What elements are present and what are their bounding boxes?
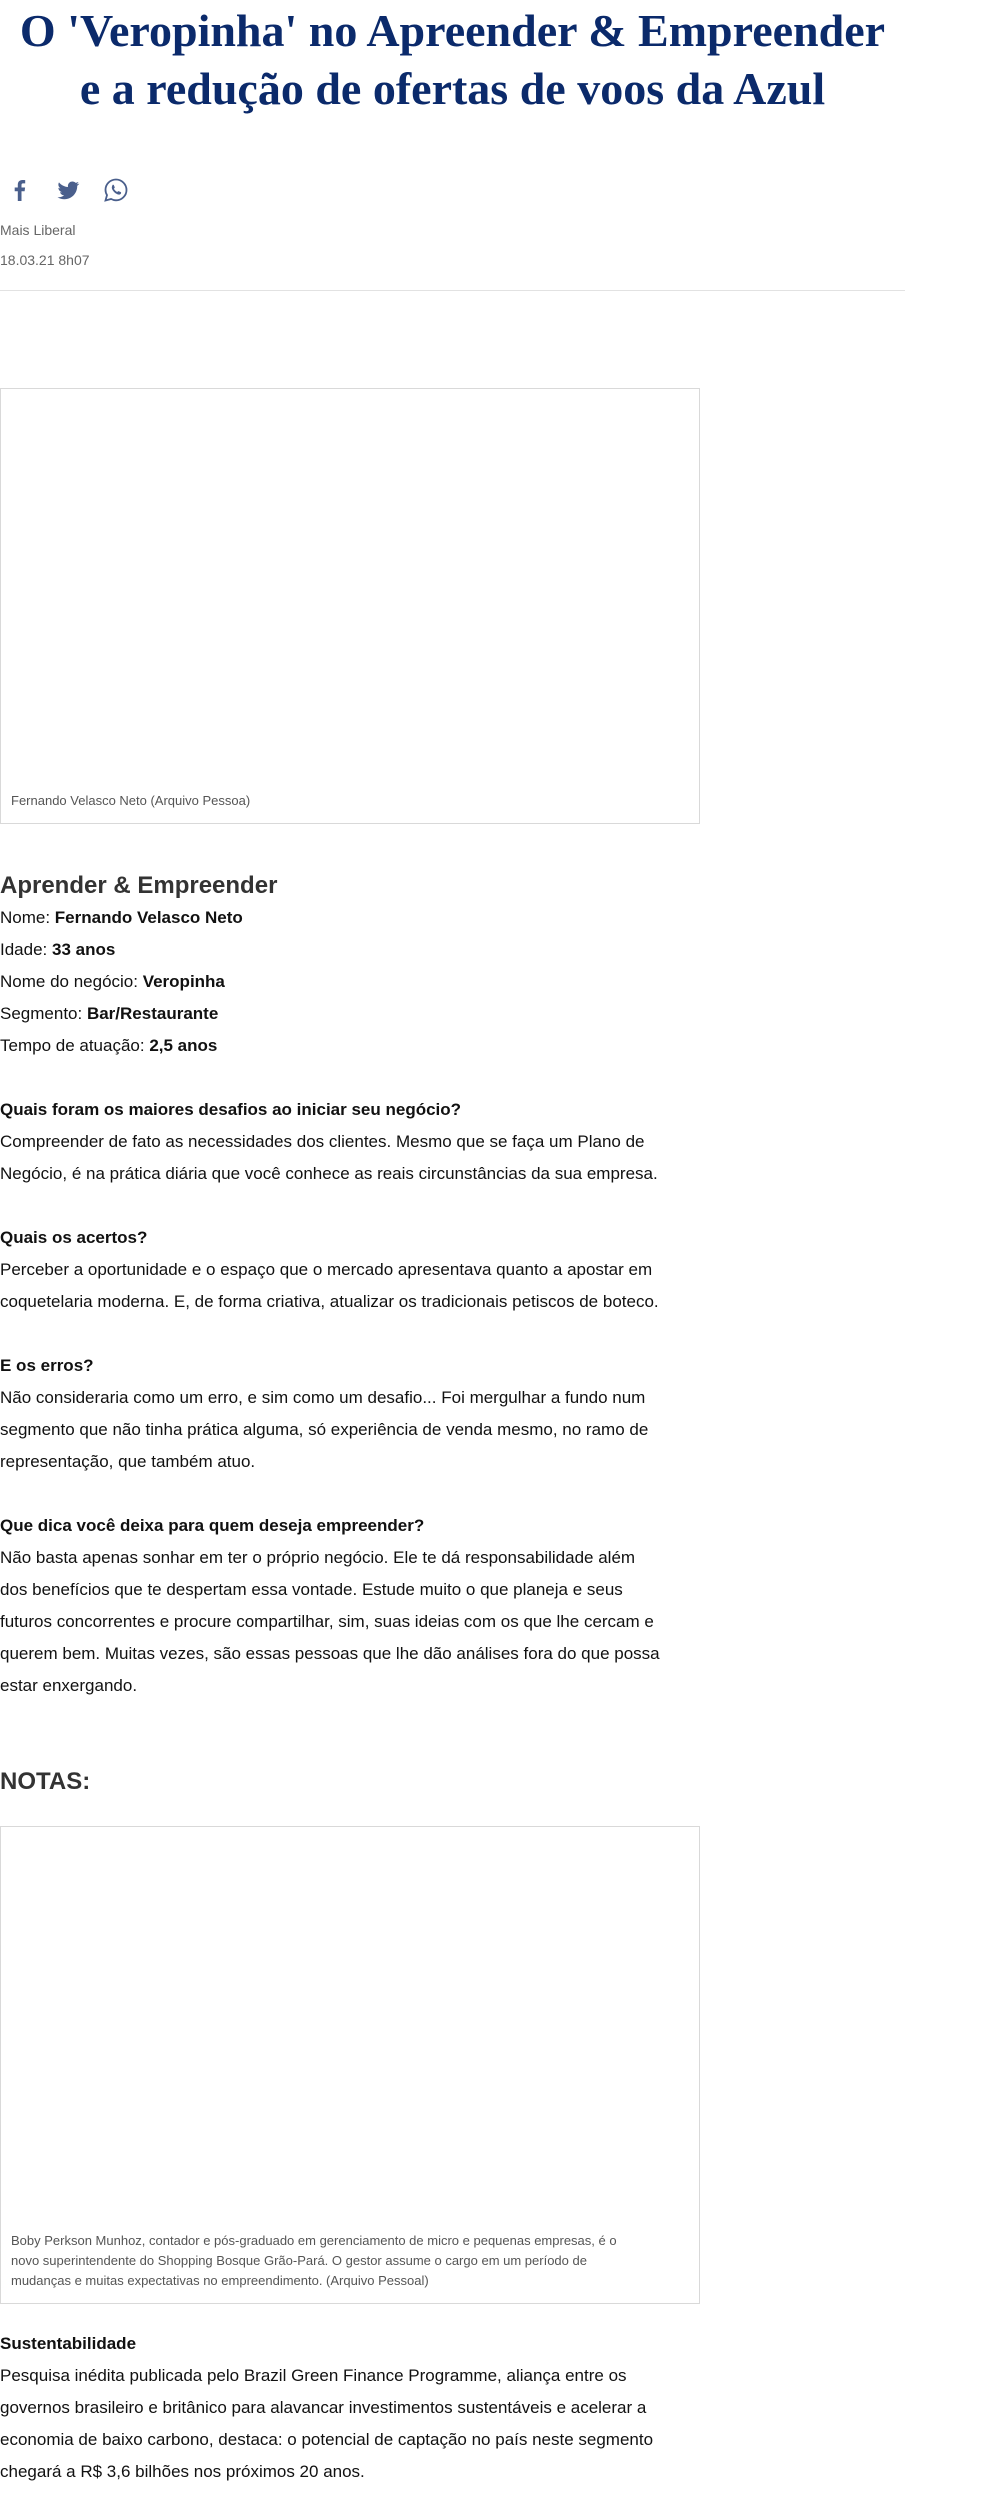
sustentabilidade-line: Pesquisa inédita publicada pelo Brazil Green Finance Programme, aliança entre os xyxy=(0,2366,627,2385)
question-2: Quais os acertos? xyxy=(0,1228,148,1247)
field-age: Idade: 33 anos xyxy=(0,940,116,959)
title-line-1: O 'Veropinha' no Apreender & Empreender xyxy=(19,5,886,56)
twitter-icon[interactable] xyxy=(54,176,82,204)
article-date: 18.03.21 8h07 xyxy=(0,252,90,268)
answer-3-line: Não consideraria como um erro, e sim como um desafio... Foi mergulhar a fundo num xyxy=(0,1388,646,1407)
field-segment: Segmento: Bar/Restaurante xyxy=(0,1004,219,1023)
notes-section xyxy=(0,1766,705,1798)
sustentabilidade-line: governos brasileiro e britânico para alavancar investimentos sustentáveis e acelerar a xyxy=(0,2398,647,2417)
answer-4-line: Não basta apenas sonhar em ter o próprio negócio. Ele te dá responsabilidade além xyxy=(0,1548,636,1567)
article-body xyxy=(0,870,705,1702)
answer-1-line: Negócio, é na prática diária que você conhece as reais circunstâncias da sua empresa. xyxy=(0,1164,658,1183)
answer-4-line: dos benefícios que te despertam essa vontade. Estude muito o que planeja e seus xyxy=(0,1580,623,1599)
article-photo-2 xyxy=(0,1826,700,2304)
question-1: Quais foram os maiores desafios ao iniciar seu negócio? xyxy=(0,1100,462,1119)
whatsapp-icon[interactable] xyxy=(102,176,130,204)
photo-caption: Fernando Velasco Neto (Arquivo Pessoa) xyxy=(11,793,251,808)
notes-heading: NOTAS: xyxy=(0,1768,91,1795)
answer-2-line: Perceber a oportunidade e o espaço que o mercado apresentava quanto a apostar em xyxy=(0,1260,653,1279)
question-4: Que dica você deixa para quem deseja empreender? xyxy=(0,1516,425,1535)
sustentabilidade-section xyxy=(0,2328,705,2488)
article-author[interactable]: Mais Liberal xyxy=(0,222,76,238)
field-name: Nome: Fernando Velasco Neto xyxy=(0,908,243,927)
header-divider xyxy=(0,290,905,291)
sustentabilidade-line: economia de baixo carbono, destaca: o potencial de captação no país neste segmento xyxy=(0,2430,654,2449)
answer-4-line: estar enxergando. xyxy=(0,1676,138,1695)
sustentabilidade-line: chegará a R$ 3,6 bilhões nos próximos 20 anos. xyxy=(0,2462,365,2481)
section-heading: Aprender & Empreender xyxy=(0,872,278,899)
title-line-2: e a redução de ofertas de voos da Azul xyxy=(79,63,826,114)
answer-1-line: Compreender de fato as necessidades dos clientes. Mesmo que se faça um Plano de xyxy=(0,1132,645,1151)
question-3: E os erros? xyxy=(0,1356,94,1375)
photo-caption-2: Boby Perkson Munhoz, contador e pós-graduado em gerenciamento de micro e pequenas empresas, é o novo superintendente do Shopping Bosque Grão-Pará. O gestor assume o cargo em um período de mudanças e muitas expectativas no empreendimento. (Arquivo Pessoal) xyxy=(11,2233,617,2288)
answer-3-line: segmento que não tinha prática alguma, só experiência de venda mesmo, no ramo de xyxy=(0,1420,649,1439)
answer-4-line: querem bem. Muitas vezes, são essas pessoas que lhe dão análises fora do que possa xyxy=(0,1644,660,1663)
share-bar xyxy=(6,176,130,204)
article-photo-1 xyxy=(0,388,700,824)
field-time: Tempo de atuação: 2,5 anos xyxy=(0,1036,218,1055)
article-title xyxy=(0,2,905,118)
field-business: Nome do negócio: Veropinha xyxy=(0,972,225,991)
sustentabilidade-heading: Sustentabilidade xyxy=(0,2334,137,2353)
answer-4-line: futuros concorrentes e procure compartilhar, sim, suas ideias com os que lhe cercam e xyxy=(0,1612,654,1631)
facebook-icon[interactable] xyxy=(6,176,34,204)
answer-2-line: coquetelaria moderna. E, de forma criativa, atualizar os tradicionais petiscos de boteco. xyxy=(0,1292,659,1311)
answer-3-line: representação, que também atuo. xyxy=(0,1452,256,1471)
